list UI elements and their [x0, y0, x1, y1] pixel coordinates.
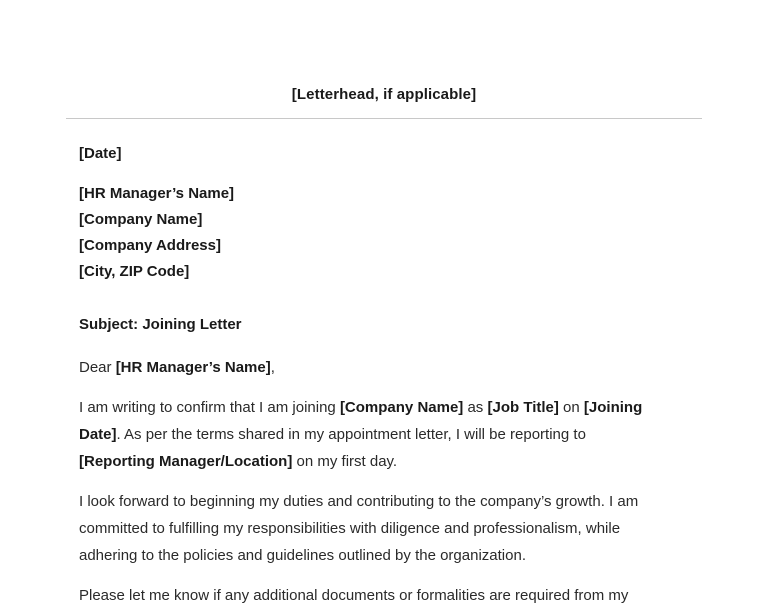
- recipient-address-block: [79, 181, 658, 285]
- placeholder-reporting-manager: [Reporting Manager/Location]: [79, 453, 293, 470]
- salutation-name-placeholder: [HR Manager’s Name]: [115, 359, 271, 376]
- letterhead-title: [Letterhead, if applicable]: [291, 86, 477, 103]
- body-paragraph-1: [79, 394, 658, 475]
- subject-line: Subject: Joining Letter: [79, 316, 242, 333]
- recipient-city-zip: [City, ZIP Code]: [79, 263, 190, 280]
- recipient-company-address: [Company Address]: [79, 237, 221, 254]
- body-paragraph-3: Please let me know if any additional documents or formalities are required from my: [79, 587, 629, 604]
- salutation-greeting: Dear: [79, 359, 116, 376]
- placeholder-company-name: [Company Name]: [339, 399, 464, 416]
- salutation-comma: ,: [270, 359, 275, 376]
- date-placeholder: [Date]: [79, 145, 122, 162]
- recipient-company-name: [Company Name]: [79, 211, 203, 228]
- body-paragraph-2: I look forward to beginning my duties and contributing to the company’s growth. I am committed to fulfilling my responsibilities with diligence and professionalism, while adhering to the policies and guidelines outlined by the organization.: [79, 493, 639, 564]
- salutation-line: [79, 354, 658, 381]
- letterhead-section: [0, 0, 768, 119]
- paragraph-1-segment-1: I am writing to confirm that I am joining: [79, 399, 340, 416]
- paragraph-1-segment-5: on my first day.: [292, 453, 398, 470]
- recipient-hr-manager: [HR Manager’s Name]: [79, 185, 235, 202]
- placeholder-job-title: [Job Title]: [487, 399, 559, 416]
- letter-body: [79, 119, 658, 609]
- paragraph-1-segment-4: . As per the terms shared in my appointment letter, I will be reporting to: [116, 426, 586, 443]
- paragraph-1-segment-3: on: [558, 399, 584, 416]
- paragraph-1-segment-2: as: [463, 399, 488, 416]
- placeholder-joining-date: [Joining Date]: [79, 399, 643, 443]
